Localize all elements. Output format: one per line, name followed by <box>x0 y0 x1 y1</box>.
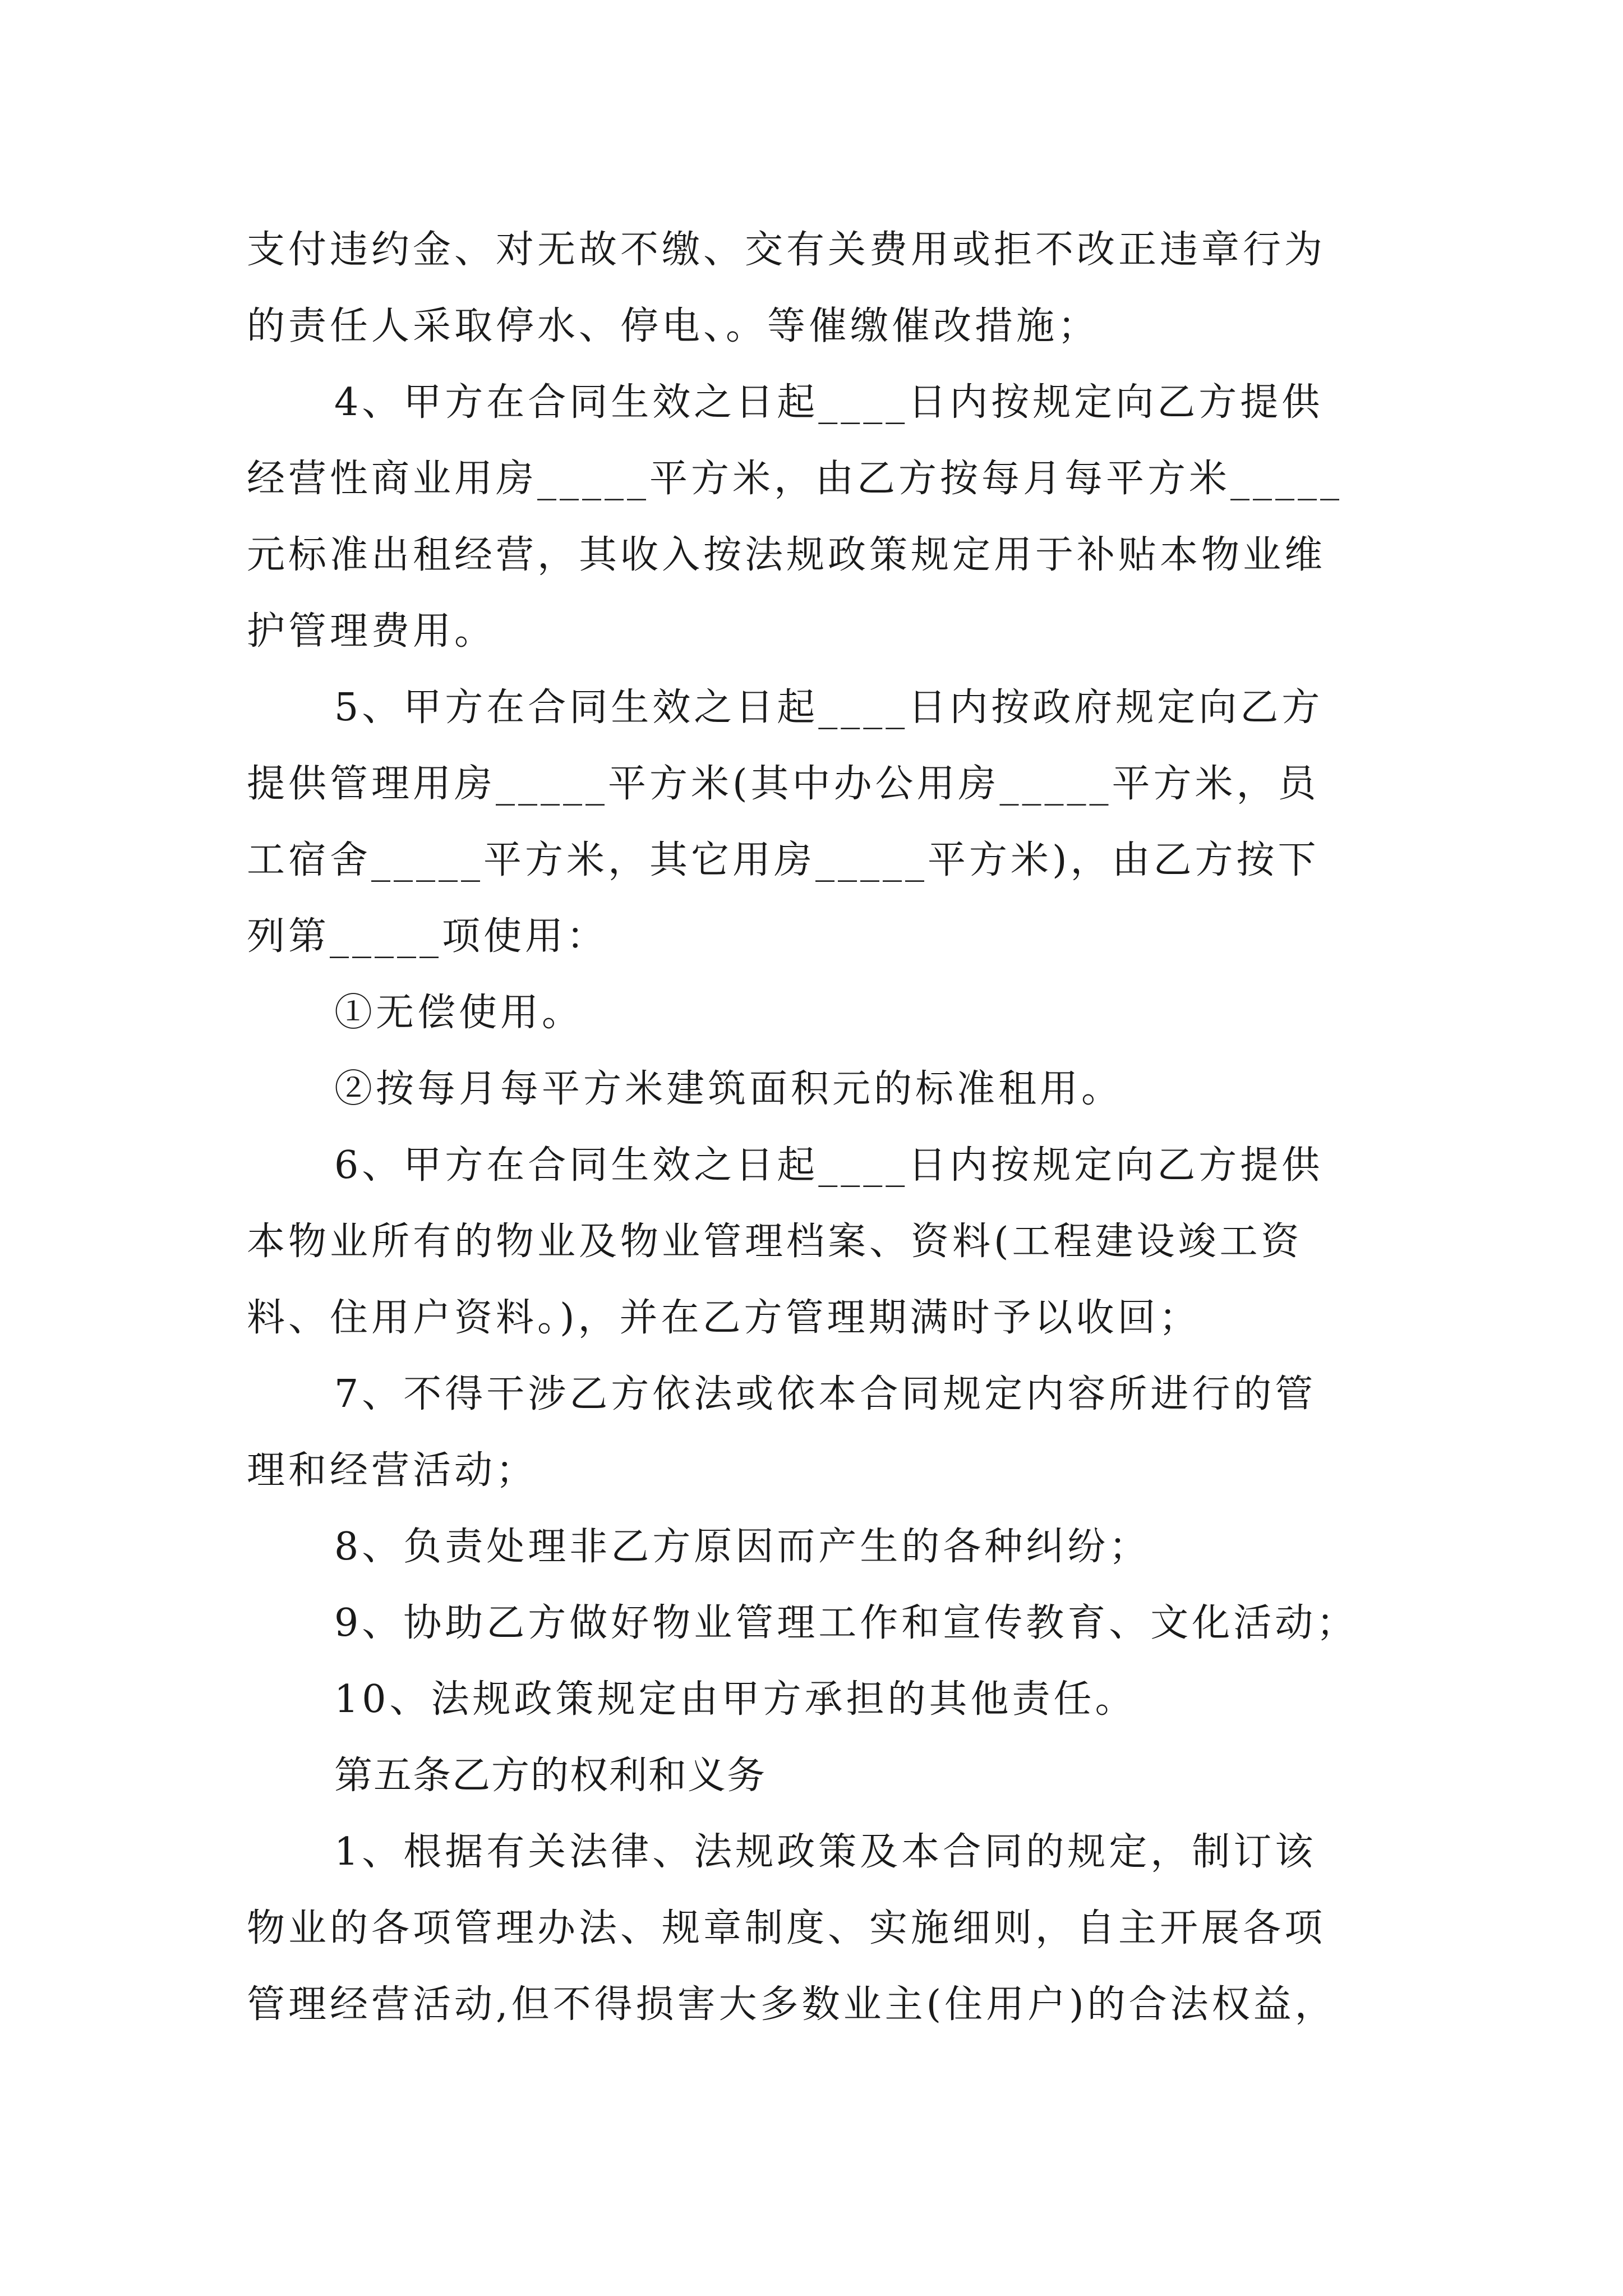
text-line: 料、住用户资料。)，并在乙方管理期满时予以收回； <box>247 1296 1201 1340</box>
text-line: 列第_____项使用： <box>247 914 608 959</box>
clause-7: 7、不得干涉乙方依法或依本合同规定内容所进行的管 <box>334 1372 1317 1416</box>
text-line: 元标准出租经营，其收入按法规政策规定用于补贴本物业维 <box>247 533 1326 577</box>
option-1: ①无偿使用。 <box>334 991 584 1035</box>
clause-8: 8、负责处理非乙方原因而产生的各种纠纷； <box>334 1525 1151 1569</box>
text-line: 的责任人采取停水、停电、。等催缴催改措施； <box>247 304 1100 348</box>
text-line: 支付违约金、对无故不缴、交有关费用或拒不改正违章行为 <box>247 228 1326 272</box>
clause-4: 4、甲方在合同生效之日起____日内按规定向乙方提供 <box>334 380 1324 425</box>
option-2: ②按每月每平方米建筑面积元的标准租用。 <box>334 1067 1123 1111</box>
document-body <box>247 212 1385 2043</box>
text-line: 物业的各项管理办法、规章制度、实施细则，自主开展各项 <box>247 1906 1326 1950</box>
clause-9: 9、协助乙方做好物业管理工作和宣传教育、文化活动； <box>334 1601 1358 1645</box>
text-line: 管理经营活动,但不得损害大多数业主(住用户)的合法权益， <box>247 1982 1336 2027</box>
section-heading: 第五条乙方的权利和义务 <box>334 1754 767 1798</box>
text-line: 理和经营活动； <box>247 1448 538 1493</box>
text-line: 提供管理用房_____平方米(其中办公用房_____平方米，员 <box>247 762 1320 806</box>
clause-10: 10、法规政策规定由甲方承担的其他责任。 <box>334 1677 1137 1722</box>
clause-6: 6、甲方在合同生效之日起____日内按规定向乙方提供 <box>334 1143 1324 1188</box>
text-line: 本物业所有的物业及物业管理档案、资料(工程建设竣工资 <box>247 1220 1303 1264</box>
text-line: 工宿舍_____平方米，其它用房_____平方米)，由乙方按下 <box>247 838 1320 882</box>
clause-1: 1、根据有关法律、法规政策及本合同的规定，制订该 <box>334 1830 1317 1874</box>
text-line: 经营性商业用房_____平方米，由乙方按每月每平方米_____ <box>247 457 1343 501</box>
clause-5: 5、甲方在合同生效之日起____日内按政府规定向乙方 <box>334 685 1324 730</box>
text-line: 护管理费用。 <box>247 609 496 654</box>
